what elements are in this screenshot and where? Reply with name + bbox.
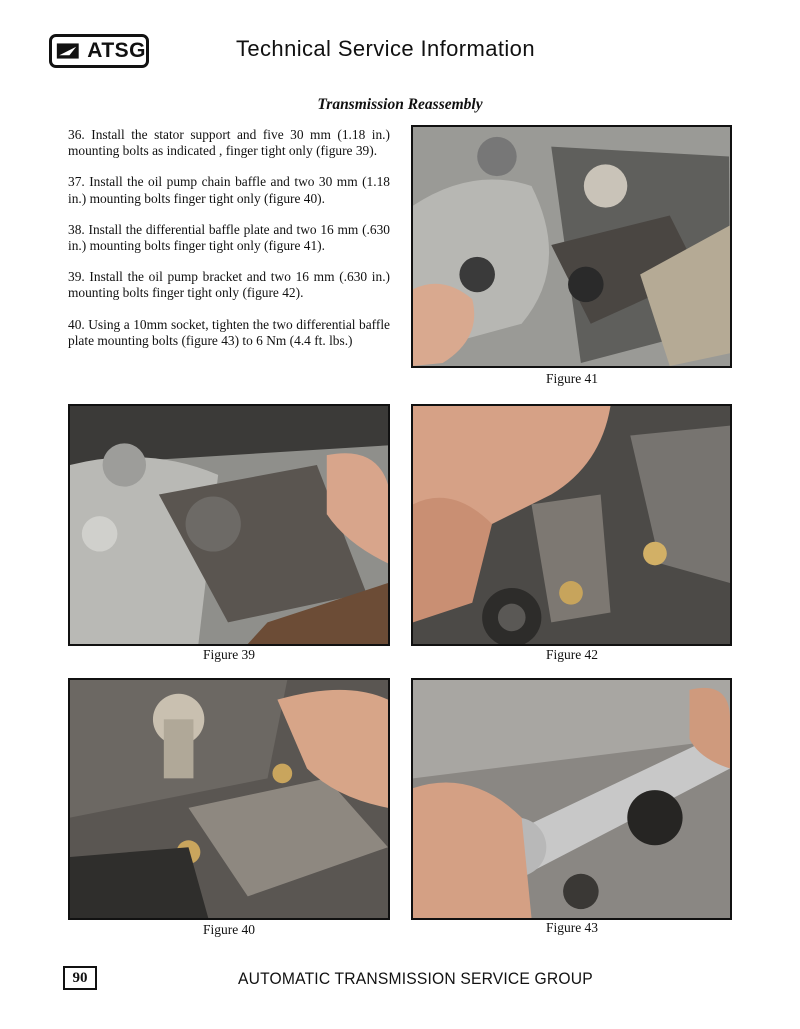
figure-43-photo — [411, 678, 732, 920]
instruction-steps — [68, 127, 390, 364]
step-37: 37. Install the oil pump chain baffle and two 30 mm (1.18 in.) mounting bolts finger tight only (figure 40). — [68, 174, 390, 206]
figure-42-caption: Figure 42 — [545, 647, 599, 662]
figure-43-caption: Figure 43 — [545, 920, 599, 935]
logo-text: ATSG — [87, 39, 146, 62]
figure-40-photo — [68, 678, 390, 920]
figure-39-photo — [68, 404, 390, 646]
atsg-logo-mark-icon — [56, 40, 81, 62]
step-36: 36. Install the stator support and five 30 mm (1.18 in.) mounting bolts as indicated , finger tight only (figure 39). — [68, 127, 390, 159]
footer-text: AUTOMATIC TRANSMISSION SERVICE GROUP — [238, 969, 593, 988]
figure-40-caption: Figure 40 — [202, 922, 256, 937]
page-number: 90 — [63, 966, 97, 990]
figure-42-photo — [411, 404, 732, 646]
figure-41-photo — [411, 125, 732, 368]
figure-39-caption: Figure 39 — [202, 647, 256, 662]
figure-41-caption: Figure 41 — [545, 371, 599, 386]
section-title: Transmission Reassembly — [317, 96, 483, 113]
page-header-title: Technical Service Information — [236, 36, 535, 61]
atsg-logo — [49, 34, 149, 68]
step-40: 40. Using a 10mm socket, tighten the two differential baffle plate mounting bolts (figure 43) to 6 Nm (4.4 ft. lbs.) — [68, 316, 390, 348]
step-39: 39. Install the oil pump bracket and two 16 mm (.630 in.) mounting bolts finger tight only (figure 42). — [68, 269, 390, 301]
step-38: 38. Install the differential baffle plate and two 16 mm (.630 in.) mounting bolts finger tight only (figure 41). — [68, 221, 390, 254]
